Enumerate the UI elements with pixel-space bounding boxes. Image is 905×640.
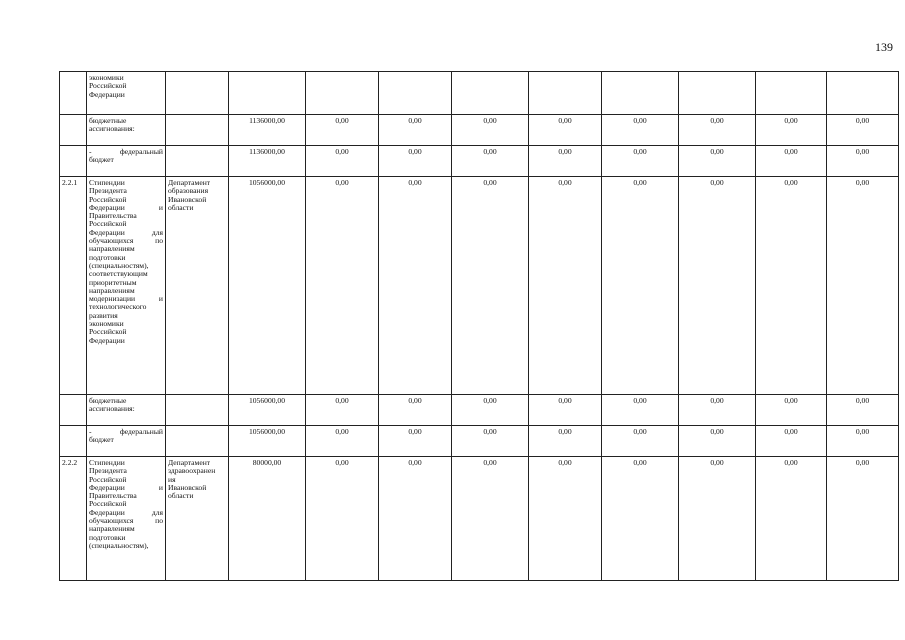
amount-cell: [229, 72, 306, 115]
amount-cell: 0,00: [306, 426, 379, 457]
amount-cell: 0,00: [306, 177, 379, 395]
name-line: Правительства: [89, 491, 137, 501]
row-name-cell: [87, 72, 166, 115]
name-line: подготовки: [89, 252, 126, 262]
name-line: - федеральный: [89, 427, 163, 436]
amount-cell: 0,00: [827, 426, 899, 457]
amount-cell: 0,00: [379, 457, 452, 581]
row-executor-cell: [166, 146, 229, 177]
name-line: Российской: [89, 499, 127, 509]
name-line: направлениям: [89, 524, 135, 534]
name-line: Федерации для: [89, 227, 163, 237]
row-index-cell: [60, 115, 87, 146]
amount-cell: 0,00: [756, 457, 827, 581]
name-line: ассигнования:: [89, 404, 135, 414]
row-executor-cell: [166, 115, 229, 146]
amount-cell: 0,00: [379, 177, 452, 395]
amount-cell: 0,00: [602, 177, 679, 395]
row-index-cell: 2.2.1: [60, 177, 87, 395]
amount-cell: 0,00: [602, 115, 679, 146]
name-line: соответствующим: [89, 269, 148, 279]
amount-cell: 0,00: [679, 115, 756, 146]
budget-table: [59, 71, 899, 581]
name-line: Федерации для: [89, 507, 163, 517]
page-number: 139: [875, 40, 893, 54]
name-line: приоритетным: [89, 277, 137, 287]
row-executor-cell: [166, 177, 229, 395]
amount-cell: 0,00: [452, 146, 529, 177]
executor-line: ия: [168, 474, 176, 484]
amount-cell: [602, 72, 679, 115]
row-name-cell: [87, 395, 166, 426]
table-row: [60, 395, 899, 426]
amount-cell: 0,00: [602, 457, 679, 581]
table-row: [60, 146, 899, 177]
amount-cell: 0,00: [679, 146, 756, 177]
name-line: ассигнования:: [89, 124, 135, 134]
amount-cell: 80000,00: [229, 457, 306, 581]
name-line: Стипендии: [89, 458, 125, 467]
row-executor-cell: [166, 457, 229, 581]
amount-cell: 0,00: [827, 177, 899, 395]
name-line: Президента: [89, 186, 127, 196]
executor-line: Департамент: [168, 458, 211, 467]
amount-cell: 1136000,00: [229, 146, 306, 177]
amount-cell: [827, 72, 899, 115]
amount-cell: 0,00: [679, 426, 756, 457]
row-index-cell: [60, 426, 87, 457]
amount-cell: 0,00: [306, 146, 379, 177]
row-executor-cell: [166, 72, 229, 115]
executor-line: области: [168, 202, 194, 212]
name-line: Федерации: [89, 89, 125, 99]
amount-cell: 0,00: [679, 395, 756, 426]
amount-cell: 1136000,00: [229, 115, 306, 146]
name-line: экономики: [89, 319, 124, 329]
name-line: Стипендии: [89, 178, 125, 187]
amount-cell: [679, 72, 756, 115]
amount-cell: 0,00: [452, 395, 529, 426]
budget-table-wrapper: [59, 71, 899, 581]
amount-cell: 0,00: [827, 395, 899, 426]
amount-cell: 0,00: [602, 395, 679, 426]
name-line: Российской: [89, 194, 127, 204]
name-line: Российской: [89, 81, 127, 91]
amount-cell: 0,00: [529, 115, 602, 146]
executor-line: Ивановской: [168, 194, 207, 204]
amount-cell: 0,00: [452, 457, 529, 581]
amount-cell: [379, 72, 452, 115]
row-index-cell: [60, 72, 87, 115]
table-row: [60, 426, 899, 457]
executor-line: образования: [168, 186, 209, 196]
name-line: бюджетные: [89, 396, 127, 405]
amount-cell: 1056000,00: [229, 177, 306, 395]
amount-cell: 0,00: [379, 115, 452, 146]
name-line: обучающихся по: [89, 236, 163, 246]
executor-line: здравоохранен: [168, 466, 216, 476]
table-row: [60, 457, 899, 581]
name-line: - федеральный: [89, 147, 163, 156]
row-name-cell: [87, 457, 166, 581]
name-line: модернизации и: [89, 294, 163, 304]
name-line: экономики: [89, 73, 124, 82]
table-row: [60, 115, 899, 146]
amount-cell: [529, 72, 602, 115]
row-name-cell: [87, 115, 166, 146]
name-line: (специальностям),: [89, 260, 149, 270]
amount-cell: 0,00: [756, 177, 827, 395]
amount-cell: 0,00: [756, 146, 827, 177]
amount-cell: 0,00: [679, 177, 756, 395]
amount-cell: 1056000,00: [229, 395, 306, 426]
amount-cell: 0,00: [679, 457, 756, 581]
amount-cell: 0,00: [602, 426, 679, 457]
amount-cell: 0,00: [529, 395, 602, 426]
row-executor-cell: [166, 426, 229, 457]
amount-cell: 0,00: [602, 146, 679, 177]
name-line: Федерации и: [89, 202, 163, 212]
name-line: Федерации: [89, 335, 125, 345]
name-line: Российской: [89, 474, 127, 484]
amount-cell: 0,00: [529, 177, 602, 395]
amount-cell: 0,00: [756, 426, 827, 457]
table-row: [60, 72, 899, 115]
amount-cell: 0,00: [452, 115, 529, 146]
row-name-cell: [87, 177, 166, 395]
budget-table-body: [60, 72, 899, 581]
amount-cell: 0,00: [827, 115, 899, 146]
amount-cell: 1056000,00: [229, 426, 306, 457]
name-line: обучающихся по: [89, 516, 163, 526]
amount-cell: 0,00: [306, 115, 379, 146]
name-line: бюджет: [89, 435, 114, 445]
name-line: Правительства: [89, 211, 137, 221]
amount-cell: 0,00: [756, 115, 827, 146]
amount-cell: 0,00: [452, 177, 529, 395]
amount-cell: 0,00: [379, 146, 452, 177]
name-line: развития: [89, 310, 118, 320]
name-line: технологического: [89, 302, 147, 312]
name-line: бюджет: [89, 155, 114, 165]
amount-cell: 0,00: [529, 457, 602, 581]
amount-cell: 0,00: [756, 395, 827, 426]
row-executor-cell: [166, 395, 229, 426]
executor-line: Департамент: [168, 178, 211, 187]
row-index-cell: [60, 146, 87, 177]
row-index-cell: [60, 395, 87, 426]
amount-cell: [306, 72, 379, 115]
amount-cell: 0,00: [306, 457, 379, 581]
name-line: Федерации и: [89, 482, 163, 492]
row-name-cell: [87, 426, 166, 457]
amount-cell: 0,00: [827, 146, 899, 177]
amount-cell: 0,00: [379, 426, 452, 457]
row-index-cell: 2.2.2: [60, 457, 87, 581]
amount-cell: 0,00: [306, 395, 379, 426]
row-name-cell: [87, 146, 166, 177]
name-line: Российской: [89, 327, 127, 337]
executor-line: области: [168, 491, 194, 501]
amount-cell: 0,00: [452, 426, 529, 457]
amount-cell: [452, 72, 529, 115]
executor-line: Ивановской: [168, 482, 207, 492]
name-line: (специальностям),: [89, 540, 149, 550]
table-row: [60, 177, 899, 395]
name-line: подготовки: [89, 532, 126, 542]
name-line: бюджетные: [89, 116, 127, 125]
amount-cell: [756, 72, 827, 115]
name-line: Президента: [89, 466, 127, 476]
amount-cell: 0,00: [529, 426, 602, 457]
amount-cell: 0,00: [379, 395, 452, 426]
amount-cell: 0,00: [827, 457, 899, 581]
name-line: направлениям: [89, 285, 135, 295]
name-line: направлениям: [89, 244, 135, 254]
amount-cell: 0,00: [529, 146, 602, 177]
name-line: Российской: [89, 219, 127, 229]
